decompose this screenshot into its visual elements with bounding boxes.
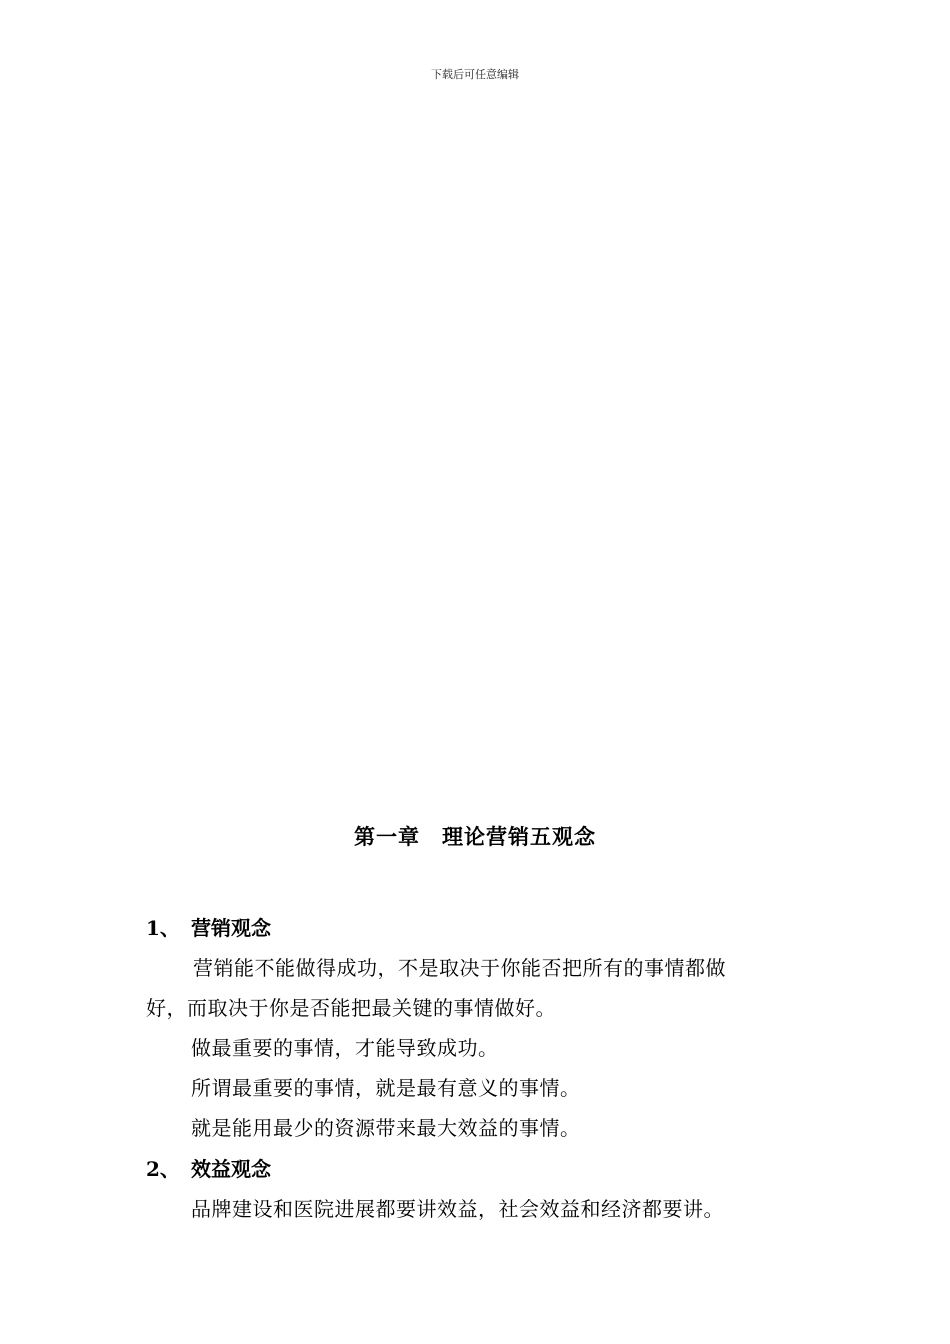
- paragraph-line: 就是能用最少的资源带来最大效益的事情。: [191, 1116, 581, 1140]
- section-title: 营销观念: [191, 916, 271, 940]
- section-heading-2: [146, 1153, 271, 1182]
- chapter-title: 第一章 理论营销五观念: [354, 824, 596, 849]
- section-title: 效益观念: [191, 1157, 271, 1181]
- paragraph-line: 好，而取决于你是否能把最关键的事情做好。: [146, 996, 556, 1020]
- section-heading-1: [146, 912, 271, 941]
- section-number: 1、: [146, 916, 180, 940]
- paragraph-line: 营销能不能做得成功，不是取决于你能否把所有的事情都做: [193, 956, 726, 980]
- section-number: 2、: [146, 1157, 180, 1181]
- paragraph-line: 做最重要的事情，才能导致成功。: [191, 1036, 499, 1060]
- paragraph-line: 品牌建设和医院进展都要讲效益，社会效益和经济都要讲。: [191, 1197, 724, 1221]
- header-note: 下载后可任意编辑: [431, 68, 519, 81]
- paragraph-line: 所谓最重要的事情，就是最有意义的事情。: [191, 1076, 581, 1100]
